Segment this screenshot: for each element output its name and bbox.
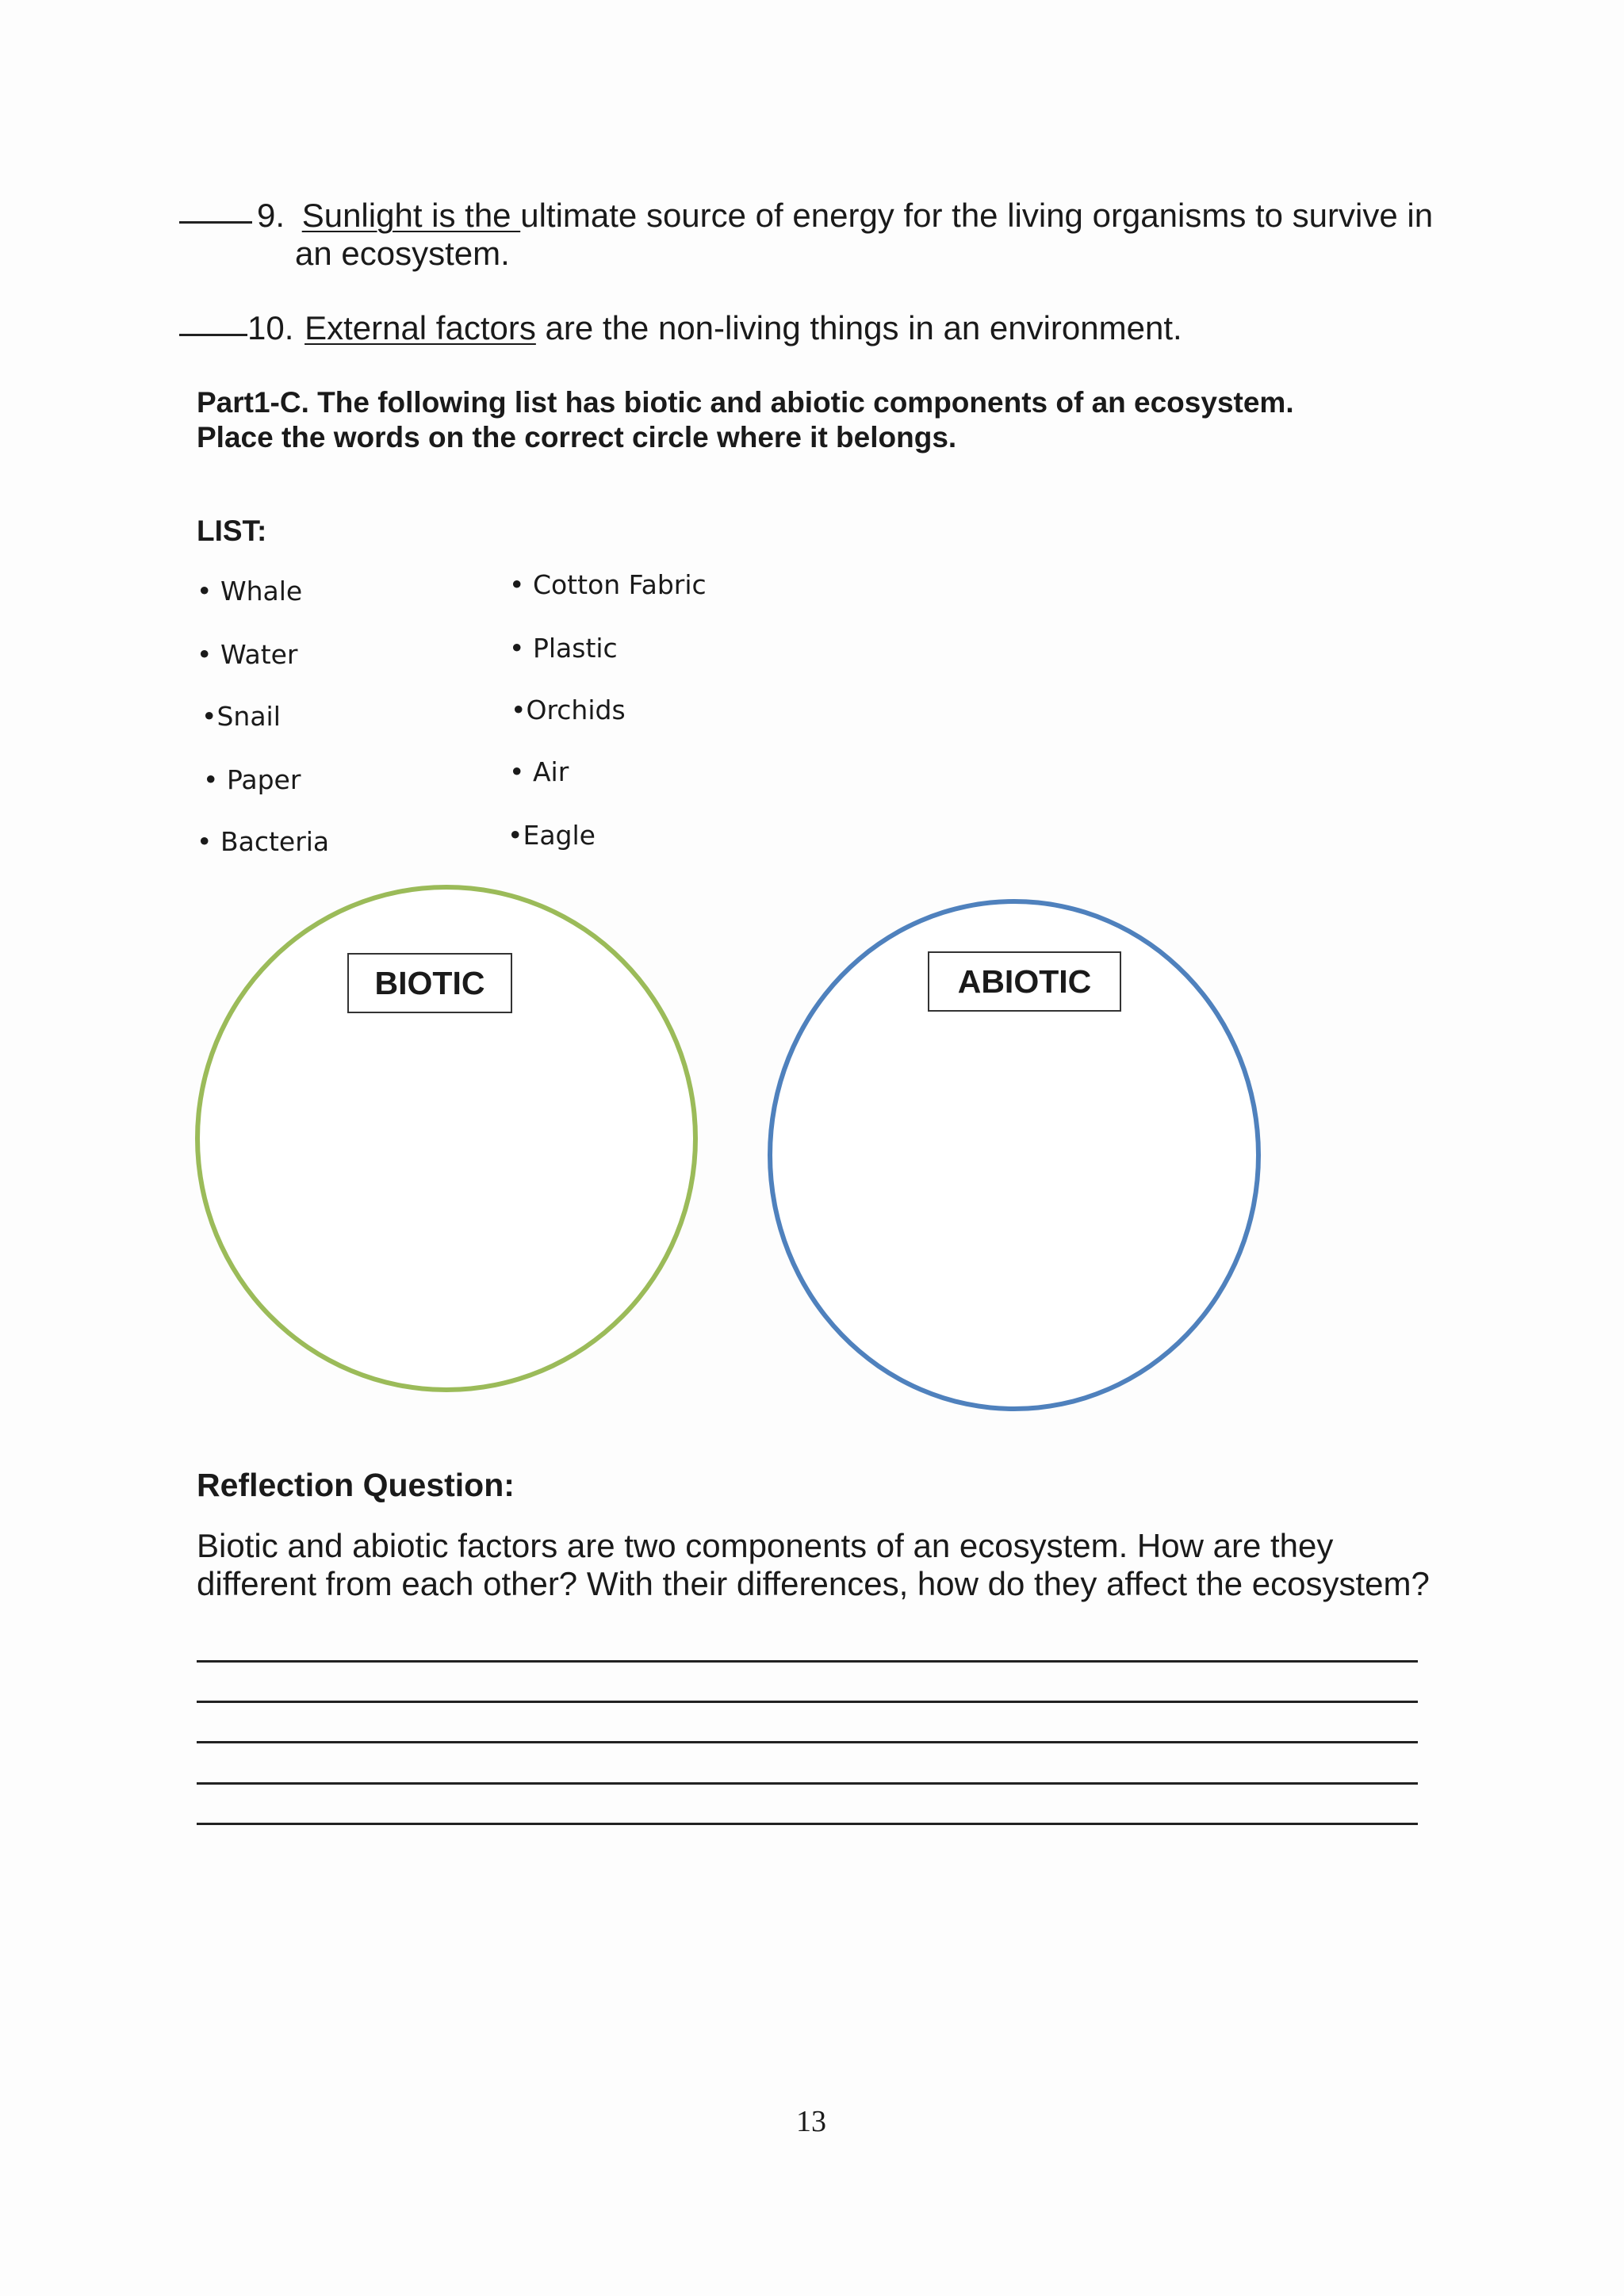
abiotic-label: ABIOTIC <box>928 951 1121 1012</box>
list-item-orchids: •Orchids <box>511 695 626 725</box>
list-item-water: • Water <box>197 639 298 670</box>
list-item-air: • Air <box>509 756 569 787</box>
question-9-line-1 <box>179 197 1433 235</box>
list-item-paper: • Paper <box>203 764 301 795</box>
reflection-heading: Reflection Question: <box>197 1467 515 1503</box>
question-9-underlined-term: Sunlight is the <box>301 197 521 234</box>
answer-line[interactable] <box>197 1701 1418 1703</box>
answer-line[interactable] <box>197 1741 1418 1743</box>
question-9 <box>179 197 1433 273</box>
answer-line[interactable] <box>197 1782 1418 1785</box>
part-1c-line-2: Place the words on the correct circle where it belongs. <box>197 421 957 453</box>
part-1c-instructions <box>197 385 1294 455</box>
answer-line[interactable] <box>197 1823 1418 1825</box>
list-heading: LIST: <box>197 515 267 547</box>
question-10-underlined-term: External factors <box>304 309 536 346</box>
list-item-bacteria: • Bacteria <box>197 826 330 857</box>
question-10-number: 10. <box>247 309 294 346</box>
list-item-whale: • Whale <box>197 576 303 607</box>
list-item-snail: •Snail <box>201 701 281 732</box>
question-9-rest: ultimate source of energy for the living organisms to survive in <box>520 197 1434 234</box>
list-item-plastic: • Plastic <box>509 633 618 664</box>
page-number: 13 <box>796 2105 826 2138</box>
answer-blank-10[interactable] <box>179 334 247 336</box>
reflection-question-line-1: Biotic and abiotic factors are two components of an ecosystem. How are they <box>197 1527 1334 1564</box>
answer-blank-9[interactable] <box>179 221 252 224</box>
question-10-rest: are the non-living things in an environment. <box>535 309 1182 346</box>
list-item-eagle: •Eagle <box>508 820 596 851</box>
question-9-number: 9. <box>257 197 285 234</box>
list-item-cotton-fabric: • Cotton Fabric <box>509 569 707 600</box>
reflection-question-line-2: different from each other? With their differences, how do they affect the ecosystem? <box>197 1565 1430 1602</box>
answer-line[interactable] <box>197 1660 1418 1663</box>
question-9-continuation: an ecosystem. <box>295 235 510 272</box>
question-10 <box>179 309 1182 347</box>
biotic-label: BIOTIC <box>347 953 512 1013</box>
part-1c-line-1: Part1-C. The following list has biotic and abiotic components of an ecosystem. <box>197 386 1294 419</box>
